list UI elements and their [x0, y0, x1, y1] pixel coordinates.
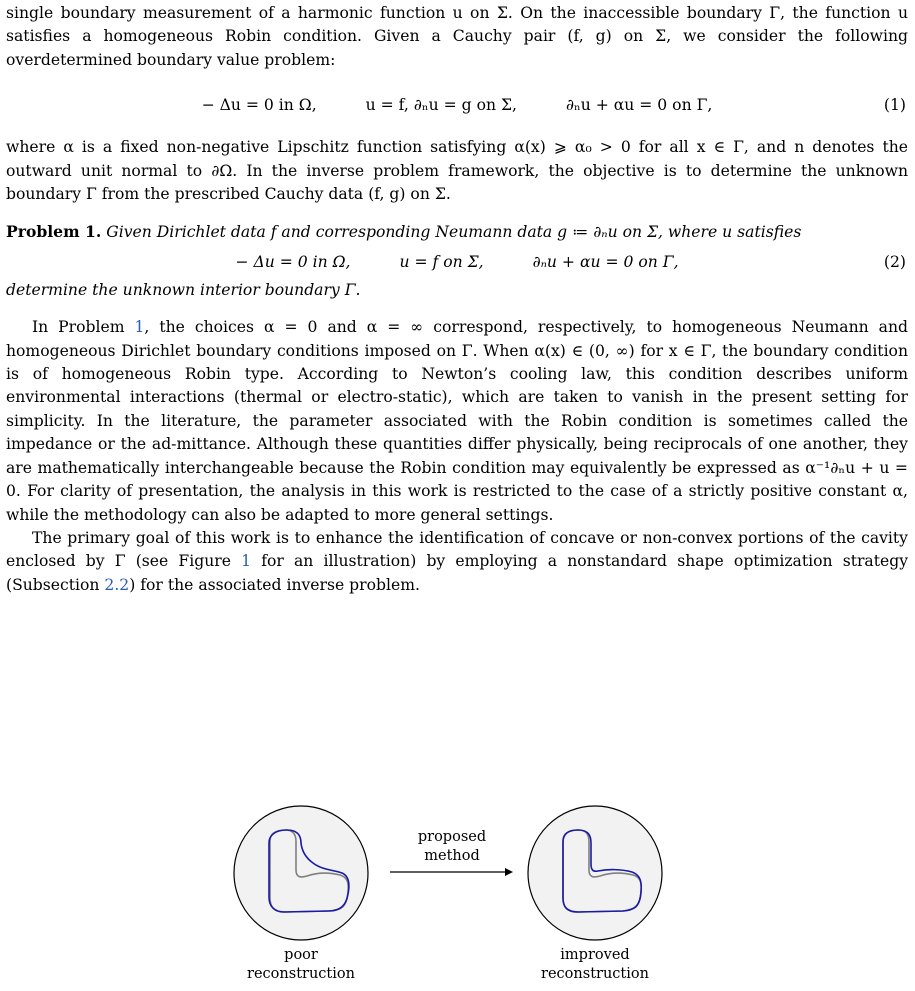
- eq2-tag: (2): [883, 252, 906, 271]
- goal-part2: for an illustration) by employing a nonstandard shape optimization strategy (Subsection: [6, 552, 908, 594]
- paragraph-alpha: where α is a fixed non-negative Lipschitz function satisfying α(x) ⩾ α₀ > 0 for all x ∈ Γ, and n denotes the outward unit normal to ∂Ω. In the inverse problem framework, the objective is to determine the unknown boundary Γ from the prescribed Cauchy data (f, g) on Σ.: [6, 138, 908, 204]
- problem-statement: [6, 220, 908, 244]
- paper-page: [6, 0, 908, 597]
- right-caption: [515, 946, 675, 984]
- right-caption-line1: improved: [560, 947, 630, 963]
- goal-part1: The primary goal of this work is to enhance the identification of concave or non-convex portions of the cavity enclosed by Γ (see Figure: [6, 528, 908, 571]
- right-caption-line2: reconstruction: [541, 966, 649, 982]
- paragraph-discussion: [6, 316, 908, 527]
- discussion-start: In Problem: [32, 318, 135, 337]
- equation-1: [6, 88, 908, 122]
- eq1-part1: − Δu = 0 in Ω,: [201, 96, 317, 115]
- paragraph-intro: single boundary measurement of a harmonic function u on Σ. On the inaccessible boundary Γ, the function u satisfies a homogeneous Robin condition. Given a Cauchy pair (f, g) on Σ, we consider the following overdetermined boundary value problem:: [6, 4, 908, 69]
- eq2-part1: − Δu = 0 in Ω,: [235, 252, 351, 271]
- figure-link[interactable]: 1: [241, 552, 252, 571]
- left-domain-disk: [234, 806, 368, 940]
- problem-text: Given Dirichlet data f and corresponding Neumann data g ≔ ∂ₙu on Σ, where u satisfies: [106, 223, 802, 242]
- problem-title: Problem 1.: [6, 222, 102, 242]
- eq1-part3: ∂ₙu + αu = 0 on Γ,: [565, 96, 713, 115]
- eq2-part3: ∂ₙu + αu = 0 on Γ,: [532, 252, 679, 271]
- right-domain-disk: [528, 806, 662, 940]
- left-caption-line2: reconstruction: [247, 966, 355, 982]
- subsection-link[interactable]: 2.2: [104, 575, 130, 594]
- paragraph-goal: [6, 527, 908, 597]
- problem-conclusion: determine the unknown interior boundary Γ.: [6, 280, 361, 299]
- goal-part3: ) for the associated inverse problem.: [129, 575, 420, 594]
- figure-1: [0, 760, 902, 991]
- eq1-part2: u = f, ∂ₙu = g on Σ,: [365, 96, 517, 115]
- figure-illustration: [0, 760, 902, 991]
- arrow-head: [505, 868, 513, 876]
- eq2-part2: u = f on Σ,: [399, 252, 484, 271]
- arrow-label-line1: proposed: [417, 829, 487, 845]
- eq1-tag: (1): [883, 96, 906, 115]
- arrow-label: [400, 828, 504, 866]
- problem-link[interactable]: 1: [134, 318, 145, 337]
- left-caption-line1: poor: [284, 947, 318, 963]
- arrow-label-line2: method: [424, 848, 480, 864]
- left-caption: [221, 946, 381, 984]
- discussion-rest: , the choices α = 0 and α = ∞ correspond, respectively, to homogeneous Neumann and homogeneous Dirichlet boundary conditions imposed on Γ. When α(x) ∈ (0, ∞) for x ∈ Γ, the boundary condition is of homogeneous Robin type. According to Newton’s cooling law, this condition describes uniform environmental interactions (thermal or electro-static), which are taken to vanish in the present setting for simplicity. In the literature, the parameter associated with the Robin condition is sometimes called the impedance or the ad-mittance. Although these quantities differ physically, being reciprocals of one another, they are mathematically interchangeable because the Robin condition may equivalently be expressed as α⁻¹∂ₙu + u = 0. For clarity of presentation, the analysis in this work is restricted to the case of a strictly positive constant α, while the methodology can also be adapted to more general settings.: [6, 318, 908, 524]
- equation-2: [6, 245, 908, 279]
